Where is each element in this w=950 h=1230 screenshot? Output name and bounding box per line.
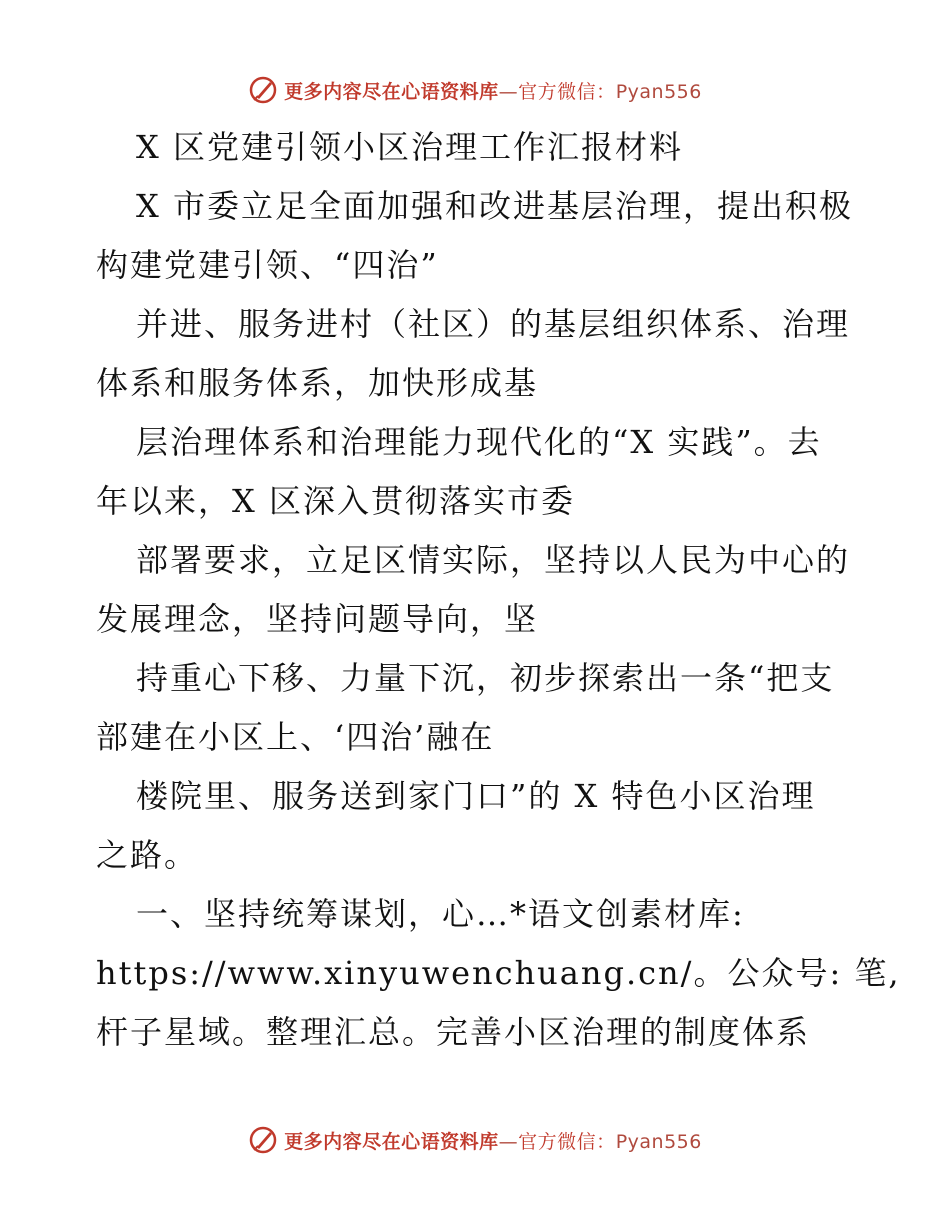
banner-dash: — <box>498 1130 519 1153</box>
banner-text <box>284 77 702 104</box>
doc-line: 体系和服务体系，加快形成基 <box>96 364 539 402</box>
document-body <box>96 118 901 1062</box>
banner-text <box>284 1127 702 1154</box>
quill-logo-icon <box>248 1125 278 1155</box>
banner-wechat-id: Pyan556 <box>615 1130 702 1153</box>
banner-dash: — <box>498 80 519 103</box>
doc-title: X 区党建引领小区治理工作汇报材料 <box>136 128 683 166</box>
doc-line: 楼院里、服务送到家门口”的 X 特色小区治理 <box>136 777 816 815</box>
doc-line: 并进、服务进村（社区）的基层组织体系、治理 <box>136 305 851 343</box>
doc-line: 构建党建引领、“四治” <box>96 246 439 284</box>
banner-wechat-label: 官方微信： <box>518 80 616 103</box>
banner-main: 更多内容尽在心语资料库 <box>284 80 499 103</box>
doc-line: https://www.xinyuwenchuang.cn/。公众号: 笔, <box>96 954 901 992</box>
doc-line: 年以来，X 区深入贯彻落实市委 <box>96 482 575 520</box>
doc-line: 部署要求，立足区情实际，坚持以人民为中心的 <box>136 541 851 579</box>
banner-wechat-label: 官方微信： <box>518 1130 616 1153</box>
doc-line: 发展理念，坚持问题导向，坚 <box>96 600 539 638</box>
banner-main: 更多内容尽在心语资料库 <box>284 1130 499 1153</box>
footer-banner <box>0 1120 950 1160</box>
doc-line: 部建在小区上、‘四治’融在 <box>96 718 495 756</box>
doc-line: 层治理体系和治理能力现代化的“X 实践”。去 <box>136 423 822 461</box>
doc-line: 持重心下移、力量下沉，初步探索出一条“把支 <box>136 659 835 697</box>
doc-line: 杆子星域。整理汇总。完善小区治理的制度体系 <box>96 1013 811 1051</box>
doc-line: 之路。 <box>96 836 199 874</box>
doc-line: X 市委立足全面加强和改进基层治理，提出积极 <box>136 187 853 225</box>
header-banner <box>0 70 950 110</box>
banner-wechat-id: Pyan556 <box>615 80 702 103</box>
doc-line: 一、坚持统筹谋划，心…*语文创素材库: <box>136 895 745 933</box>
quill-logo-icon <box>248 75 278 105</box>
